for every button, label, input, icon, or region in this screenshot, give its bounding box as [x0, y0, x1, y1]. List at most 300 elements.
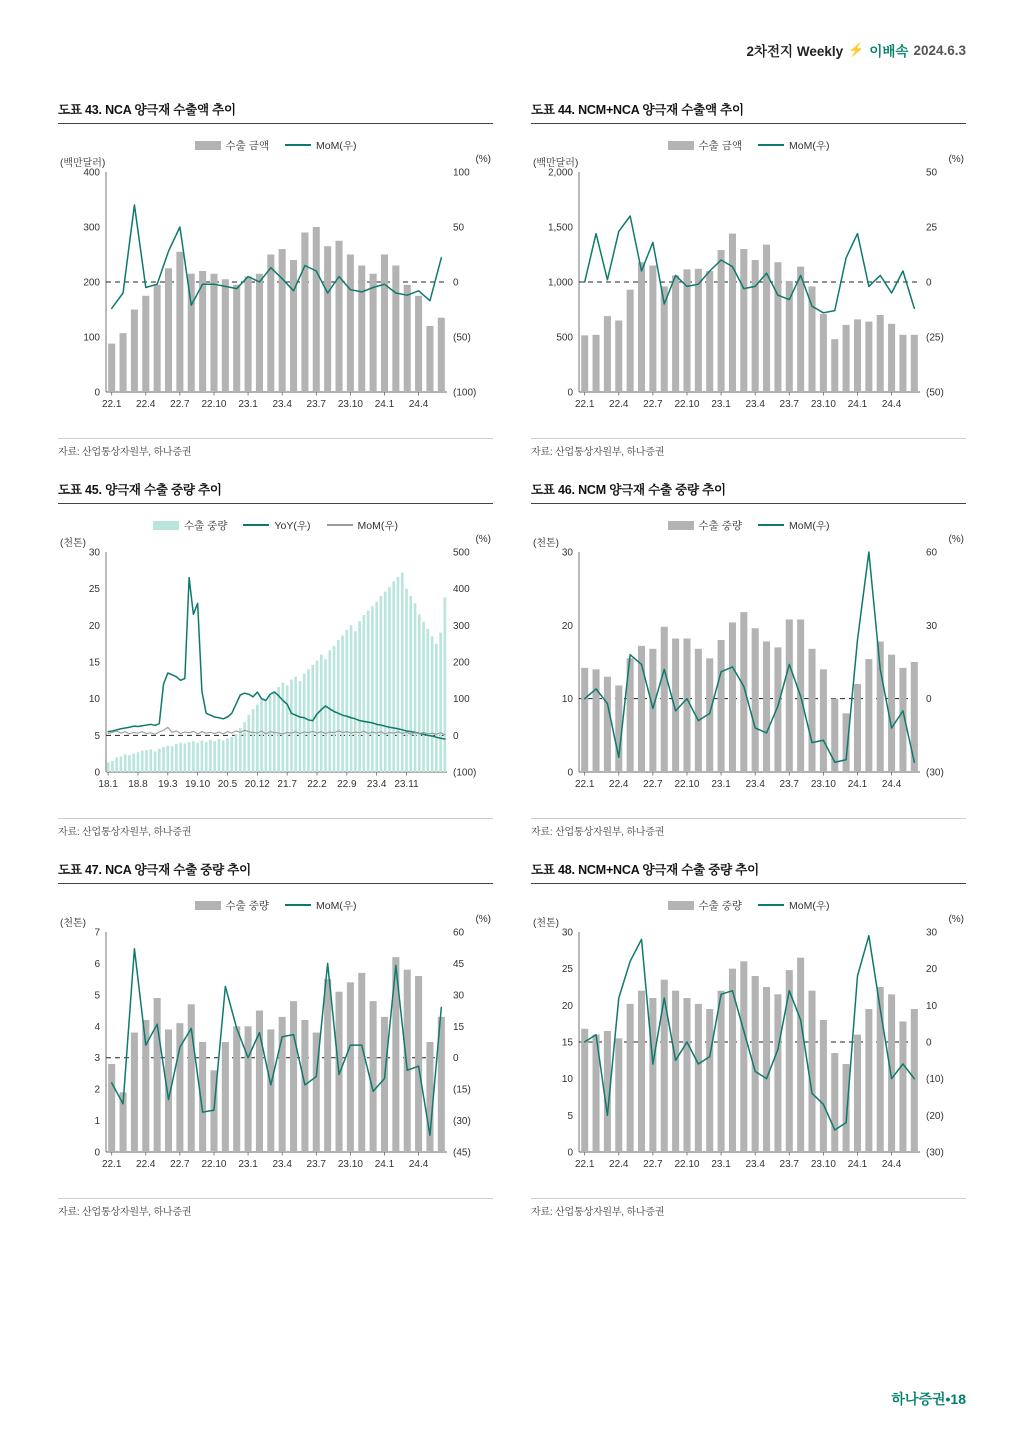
- svg-text:24.4: 24.4: [881, 779, 902, 790]
- legend-item: [327, 518, 398, 533]
- bar: [269, 696, 272, 772]
- bar: [649, 649, 656, 772]
- page-title: 도표 45. 양극재 수출 중량 추이: [58, 480, 493, 504]
- line-series: [585, 936, 915, 1130]
- bar: [324, 246, 331, 392]
- bar: [888, 324, 895, 392]
- svg-text:(15): (15): [453, 1084, 471, 1096]
- svg-text:22.10: 22.10: [201, 1159, 227, 1170]
- chart-fig44: [531, 134, 966, 434]
- svg-text:23.1: 23.1: [711, 399, 731, 410]
- bar: [335, 241, 342, 392]
- bar: [683, 639, 690, 772]
- panel-fig46: [531, 480, 966, 838]
- svg-text:22.7: 22.7: [643, 1159, 663, 1170]
- legend-item: [668, 518, 743, 533]
- svg-text:0: 0: [94, 767, 100, 779]
- bar: [286, 685, 289, 772]
- svg-text:23.10: 23.10: [337, 399, 363, 410]
- bar: [324, 979, 331, 1152]
- bar: [808, 649, 815, 772]
- svg-text:23.1: 23.1: [238, 399, 258, 410]
- svg-text:22.1: 22.1: [101, 399, 122, 410]
- svg-text:25: 25: [88, 584, 100, 596]
- svg-text:(30): (30): [453, 1116, 471, 1128]
- y-axis-unit-right: (%): [475, 154, 491, 165]
- svg-text:7: 7: [94, 927, 100, 939]
- bar: [290, 260, 297, 392]
- svg-text:22.2: 22.2: [307, 779, 327, 790]
- bar: [392, 581, 395, 772]
- bar: [154, 751, 157, 772]
- bar: [415, 976, 422, 1152]
- svg-text:23.1: 23.1: [711, 779, 731, 790]
- bar: [672, 275, 679, 392]
- bar: [132, 754, 135, 772]
- bar: [154, 285, 161, 392]
- panel-fig47: [58, 860, 493, 1218]
- panel-fig44: [531, 100, 966, 458]
- bar: [593, 335, 600, 392]
- bar: [320, 655, 323, 772]
- bar: [706, 1009, 713, 1152]
- bar: [740, 249, 747, 392]
- bar: [431, 636, 434, 772]
- bar: [120, 757, 123, 772]
- chart-legend: [531, 516, 966, 534]
- bar: [141, 751, 144, 772]
- chart-legend: [531, 136, 966, 154]
- bar: [171, 746, 174, 772]
- bar: [347, 255, 354, 393]
- legend-label: MoM(우): [357, 519, 398, 532]
- bar: [831, 339, 838, 392]
- bar: [627, 290, 634, 392]
- chart-fig43: [58, 134, 493, 434]
- bar: [108, 344, 115, 392]
- bar: [718, 991, 725, 1152]
- svg-text:15: 15: [88, 657, 100, 669]
- svg-text:23.7: 23.7: [779, 399, 800, 410]
- bar: [243, 722, 246, 772]
- source-note: 자료: 산업통상자원부, 하나증권: [531, 1198, 966, 1218]
- svg-text:23.7: 23.7: [779, 1159, 800, 1170]
- svg-text:19.3: 19.3: [158, 779, 178, 790]
- bar: [627, 1004, 634, 1152]
- svg-text:22.1: 22.1: [574, 399, 595, 410]
- svg-text:10: 10: [88, 694, 100, 706]
- bar: [418, 614, 421, 772]
- svg-text:2,000: 2,000: [547, 167, 573, 179]
- svg-text:30: 30: [453, 990, 465, 1002]
- bar: [222, 1042, 229, 1152]
- bar: [273, 691, 276, 772]
- chart-svg: [531, 894, 966, 1194]
- bar: [375, 602, 378, 772]
- bar: [439, 633, 442, 772]
- bar: [233, 1026, 240, 1152]
- bar: [774, 262, 781, 392]
- svg-text:2: 2: [94, 1084, 100, 1096]
- bar: [911, 662, 918, 772]
- bar: [695, 269, 702, 392]
- svg-text:23.4: 23.4: [745, 779, 765, 790]
- charts-grid: [58, 100, 966, 1240]
- svg-text:23.10: 23.10: [810, 399, 836, 410]
- bar: [797, 267, 804, 392]
- bar: [367, 611, 370, 772]
- svg-text:23.4: 23.4: [366, 779, 387, 790]
- svg-text:20.5: 20.5: [217, 779, 238, 790]
- svg-text:(20): (20): [926, 1110, 944, 1122]
- svg-text:24.1: 24.1: [847, 1159, 868, 1170]
- bar: [209, 740, 212, 772]
- svg-text:25: 25: [926, 222, 938, 234]
- svg-text:19.10: 19.10: [185, 779, 211, 790]
- page-header: [746, 40, 966, 60]
- bar: [166, 746, 169, 772]
- legend-item: [195, 138, 270, 153]
- legend-swatch-icon: [758, 904, 784, 906]
- line-series: [112, 949, 442, 1135]
- svg-text:22.1: 22.1: [574, 1159, 595, 1170]
- bar: [392, 266, 399, 393]
- bar: [820, 669, 827, 772]
- bar: [854, 684, 861, 772]
- line-series: [585, 216, 915, 313]
- legend-item: [758, 898, 829, 913]
- page-footer: [891, 1389, 966, 1409]
- svg-text:30: 30: [926, 927, 938, 939]
- svg-text:18.8: 18.8: [128, 779, 148, 790]
- bar: [371, 606, 374, 772]
- svg-text:23.4: 23.4: [745, 1159, 765, 1170]
- bar: [137, 752, 140, 772]
- bar: [290, 1001, 297, 1152]
- svg-text:30: 30: [926, 620, 938, 632]
- bar: [649, 266, 656, 393]
- bar: [358, 973, 365, 1152]
- bar: [695, 649, 702, 772]
- svg-text:23.7: 23.7: [306, 1159, 327, 1170]
- legend-label: MoM(우): [316, 899, 357, 912]
- legend-swatch-icon: [195, 901, 221, 910]
- svg-text:60: 60: [453, 927, 465, 939]
- svg-text:(10): (10): [926, 1074, 944, 1086]
- bar: [256, 1011, 263, 1152]
- bar: [196, 743, 199, 772]
- svg-text:15: 15: [561, 1037, 573, 1049]
- bar: [213, 741, 216, 772]
- bar: [230, 737, 233, 772]
- svg-text:0: 0: [926, 694, 932, 706]
- bar: [282, 683, 285, 772]
- bar: [672, 639, 679, 772]
- bar: [854, 1035, 861, 1152]
- line-series: [112, 205, 442, 308]
- legend-swatch-icon: [758, 524, 784, 526]
- bar: [774, 994, 781, 1152]
- svg-text:24.1: 24.1: [847, 779, 868, 790]
- header-title: 2차전지 Weekly: [746, 44, 844, 59]
- bar: [404, 285, 411, 392]
- bar: [245, 277, 252, 393]
- y-axis-unit-right: (%): [475, 914, 491, 925]
- svg-text:5: 5: [94, 730, 100, 742]
- chart-legend: [58, 896, 493, 914]
- chart-svg: [58, 894, 493, 1194]
- bar: [401, 573, 404, 772]
- chart-legend: [58, 136, 493, 154]
- svg-text:18.1: 18.1: [98, 779, 118, 790]
- bar: [111, 761, 114, 772]
- svg-text:24.4: 24.4: [408, 1159, 429, 1170]
- chart-row-2: [58, 480, 966, 838]
- bar: [184, 743, 187, 772]
- svg-text:23.4: 23.4: [272, 399, 292, 410]
- source-note: 자료: 산업통상자원부, 하나증권: [58, 818, 493, 838]
- svg-text:0: 0: [453, 277, 459, 289]
- page-title: 도표 47. NCA 양극재 수출 중량 추이: [58, 860, 493, 884]
- page-title: 도표 43. NCA 양극재 수출액 추이: [58, 100, 493, 124]
- chart-row-3: [58, 860, 966, 1218]
- legend-swatch-icon: [195, 141, 221, 150]
- bar: [124, 754, 127, 772]
- header-analyst: 이배속: [869, 44, 909, 59]
- y-axis-unit-left: (천톤): [60, 918, 86, 929]
- svg-text:0: 0: [94, 387, 100, 399]
- bar: [426, 326, 433, 392]
- bar: [438, 318, 445, 392]
- bar: [247, 715, 250, 772]
- bar: [384, 592, 387, 772]
- svg-text:20: 20: [926, 964, 938, 976]
- svg-text:22.7: 22.7: [643, 779, 663, 790]
- bar: [350, 625, 353, 772]
- legend-label: 수출 금액: [225, 139, 269, 152]
- svg-text:45: 45: [453, 958, 465, 970]
- bar: [718, 640, 725, 772]
- svg-text:300: 300: [453, 620, 470, 632]
- svg-text:22.9: 22.9: [337, 779, 357, 790]
- svg-text:23.10: 23.10: [337, 1159, 363, 1170]
- bar: [256, 705, 259, 772]
- svg-text:0: 0: [94, 1147, 100, 1159]
- svg-text:500: 500: [453, 547, 470, 559]
- brand-name: 하나증권: [891, 1391, 946, 1407]
- svg-text:300: 300: [83, 222, 100, 234]
- bar: [581, 1029, 588, 1152]
- bar: [381, 255, 388, 393]
- bar: [729, 622, 736, 772]
- bar: [158, 749, 161, 772]
- bar: [176, 252, 183, 392]
- bar: [638, 262, 645, 392]
- bar: [729, 969, 736, 1152]
- svg-text:22.1: 22.1: [101, 1159, 122, 1170]
- chart-legend: [58, 516, 493, 534]
- svg-text:0: 0: [453, 1053, 459, 1065]
- svg-text:5: 5: [94, 990, 100, 1002]
- legend-swatch-icon: [285, 144, 311, 146]
- bar: [422, 622, 425, 772]
- bar: [337, 640, 340, 772]
- svg-text:22.10: 22.10: [674, 399, 700, 410]
- legend-swatch-icon: [153, 521, 179, 530]
- svg-text:23.4: 23.4: [745, 399, 765, 410]
- svg-text:1,000: 1,000: [547, 277, 573, 289]
- svg-text:22.10: 22.10: [674, 779, 700, 790]
- svg-text:200: 200: [453, 657, 470, 669]
- legend-label: MoM(우): [789, 519, 830, 532]
- svg-text:100: 100: [453, 694, 470, 706]
- svg-text:100: 100: [453, 167, 470, 179]
- svg-text:(25): (25): [926, 332, 944, 344]
- bar: [128, 755, 131, 772]
- bar: [877, 641, 884, 772]
- svg-text:24.4: 24.4: [881, 399, 902, 410]
- legend-label: 수출 중량: [698, 519, 742, 532]
- bar: [346, 630, 349, 772]
- svg-text:(30): (30): [926, 1147, 944, 1159]
- bar: [188, 742, 191, 772]
- svg-text:22.10: 22.10: [201, 399, 227, 410]
- svg-text:100: 100: [83, 332, 100, 344]
- legend-item: [668, 138, 743, 153]
- svg-text:23.11: 23.11: [394, 779, 419, 790]
- header-date: 2024.6.3: [913, 42, 966, 58]
- bar: [267, 255, 274, 393]
- legend-label: 수출 중량: [225, 899, 269, 912]
- svg-text:24.4: 24.4: [881, 1159, 902, 1170]
- bar: [245, 1026, 252, 1152]
- svg-text:23.10: 23.10: [810, 779, 836, 790]
- bar: [581, 335, 588, 392]
- y-axis-unit-left: (천톤): [533, 538, 559, 549]
- bar: [843, 1064, 850, 1152]
- svg-text:22.7: 22.7: [170, 399, 190, 410]
- svg-text:10: 10: [926, 1000, 938, 1012]
- svg-text:400: 400: [83, 167, 100, 179]
- bar: [865, 322, 872, 392]
- bar: [752, 260, 759, 392]
- legend-label: YoY(우): [274, 519, 311, 532]
- svg-text:30: 30: [561, 927, 573, 939]
- svg-text:400: 400: [453, 584, 470, 596]
- chart-row-1: [58, 100, 966, 458]
- svg-text:200: 200: [83, 277, 100, 289]
- panel-fig43: [58, 100, 493, 458]
- legend-label: MoM(우): [789, 899, 830, 912]
- bar: [252, 709, 255, 772]
- bar: [120, 333, 127, 392]
- bar: [797, 958, 804, 1152]
- bar: [107, 762, 110, 772]
- legend-item: [243, 518, 310, 533]
- svg-text:22.4: 22.4: [136, 399, 156, 410]
- bar: [381, 1017, 388, 1152]
- svg-text:22.10: 22.10: [674, 1159, 700, 1170]
- svg-text:20: 20: [561, 620, 573, 632]
- bar: [294, 677, 297, 772]
- legend-item: [153, 518, 228, 533]
- bar: [358, 621, 361, 772]
- legend-item: [195, 898, 270, 913]
- svg-text:20: 20: [561, 1000, 573, 1012]
- legend-item: [285, 138, 356, 153]
- bar: [313, 227, 320, 392]
- bar: [820, 314, 827, 392]
- bar: [301, 233, 308, 393]
- svg-text:5: 5: [567, 1110, 573, 1122]
- bar: [444, 597, 447, 772]
- bar: [162, 747, 165, 772]
- bar: [695, 1004, 702, 1152]
- legend-swatch-icon: [285, 904, 311, 906]
- bar: [763, 641, 770, 772]
- bar: [899, 1021, 906, 1152]
- svg-text:50: 50: [453, 222, 465, 234]
- panel-fig45: [58, 480, 493, 838]
- bar: [683, 998, 690, 1152]
- bar: [854, 319, 861, 392]
- svg-text:0: 0: [926, 1037, 932, 1049]
- y-axis-unit-right: (%): [475, 534, 491, 545]
- bar: [763, 987, 770, 1152]
- bar: [672, 991, 679, 1152]
- svg-text:0: 0: [926, 277, 932, 289]
- svg-text:1: 1: [94, 1116, 100, 1128]
- bar: [108, 1064, 115, 1152]
- bar: [604, 677, 611, 772]
- svg-text:30: 30: [88, 547, 100, 559]
- legend-swatch-icon: [668, 141, 694, 150]
- legend-item: [758, 138, 829, 153]
- bar: [414, 603, 417, 772]
- bar: [175, 744, 178, 772]
- bar: [435, 644, 438, 772]
- bar: [763, 245, 770, 392]
- legend-item: [285, 898, 356, 913]
- bar: [843, 713, 850, 772]
- y-axis-unit-left: (천톤): [60, 538, 86, 549]
- bar: [154, 998, 161, 1152]
- bar: [333, 646, 336, 772]
- bar: [911, 1009, 918, 1152]
- svg-text:15: 15: [453, 1021, 465, 1033]
- svg-text:3: 3: [94, 1053, 100, 1065]
- source-note: 자료: 산업통상자원부, 하나증권: [531, 818, 966, 838]
- legend-item: [758, 518, 829, 533]
- legend-label: MoM(우): [316, 139, 357, 152]
- bar: [427, 629, 430, 772]
- svg-text:21.7: 21.7: [277, 779, 297, 790]
- bar: [218, 739, 221, 772]
- svg-text:25: 25: [561, 964, 573, 976]
- bar: [877, 315, 884, 392]
- bar: [899, 335, 906, 392]
- page-title: 도표 48. NCM+NCA 양극재 수출 중량 추이: [531, 860, 966, 884]
- bar: [145, 750, 148, 772]
- bar: [649, 998, 656, 1152]
- bar: [865, 1009, 872, 1152]
- bar: [279, 249, 286, 392]
- svg-text:6: 6: [94, 958, 100, 970]
- bar: [706, 271, 713, 392]
- svg-text:0: 0: [567, 387, 573, 399]
- chart-fig45: [58, 514, 493, 814]
- bar: [370, 274, 377, 392]
